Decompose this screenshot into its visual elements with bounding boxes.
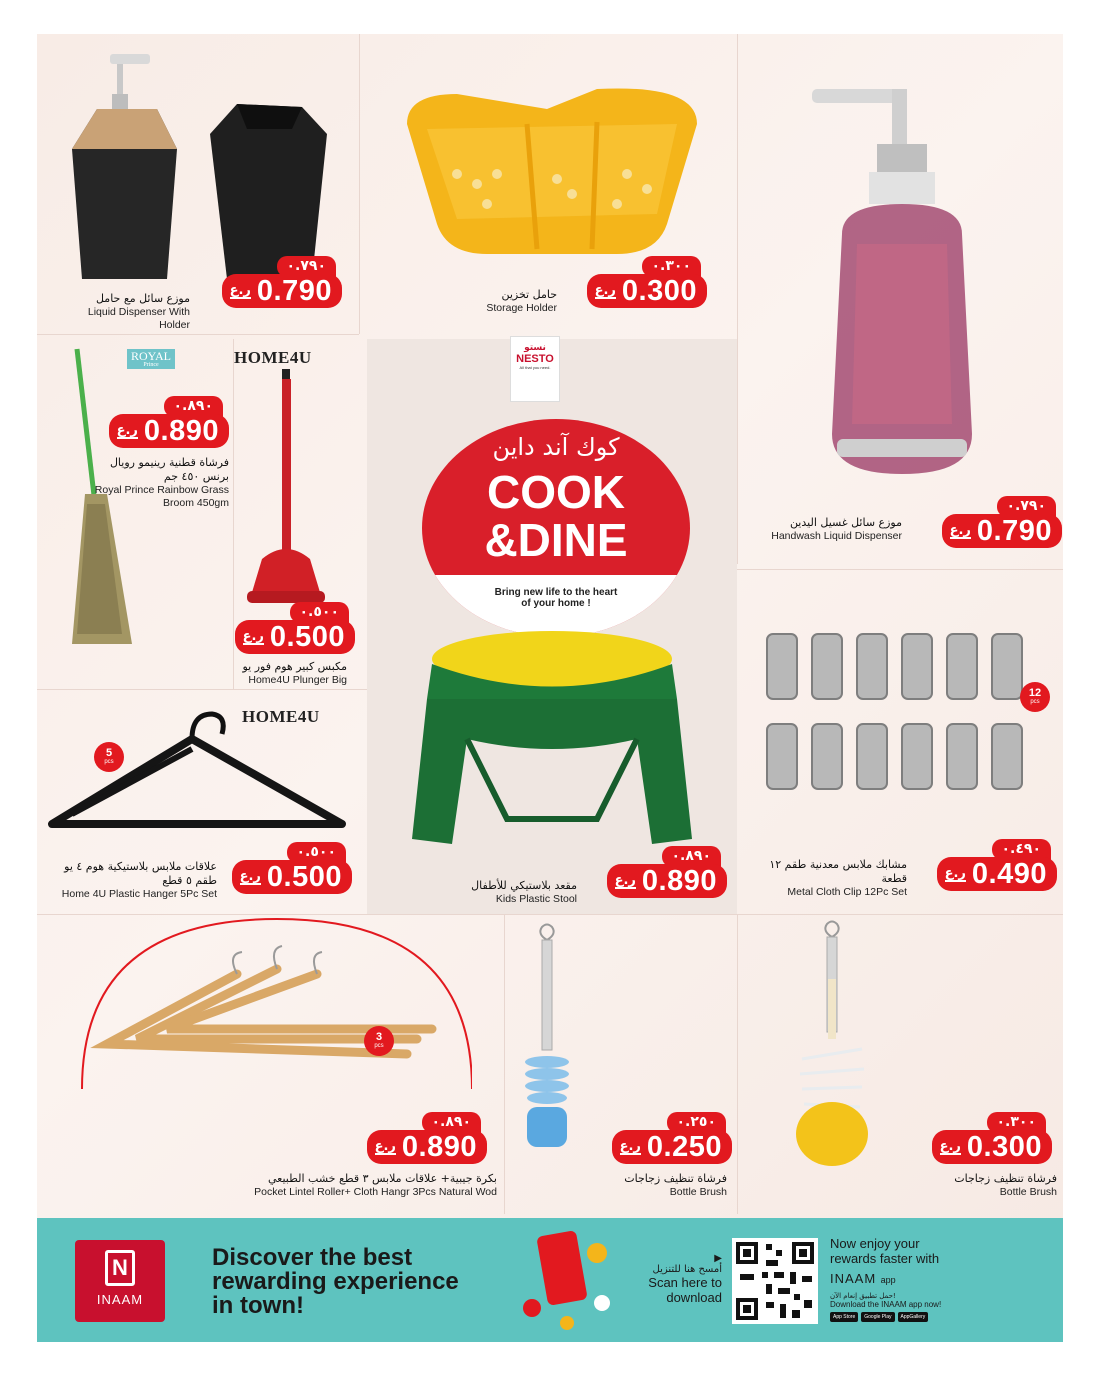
bottle-brush-image bbox=[522, 922, 572, 1177]
qr-code[interactable] bbox=[732, 1238, 818, 1324]
badge-count: 5 bbox=[105, 747, 113, 759]
divider bbox=[737, 914, 738, 1214]
app-name-row bbox=[830, 1270, 1000, 1288]
product-name-ar: حامل تخزين bbox=[501, 288, 557, 301]
store-badges bbox=[830, 1312, 1000, 1322]
storage-holder-image bbox=[397, 84, 707, 259]
currency: ر.ع bbox=[944, 865, 966, 881]
product-name-ar: فرشاة قطنية رينيمو رويال برنس ٤٥٠ جم bbox=[109, 456, 229, 483]
old-price: ٠.٤٩٠ bbox=[992, 839, 1052, 860]
handwash-dispenser-image bbox=[797, 84, 1007, 484]
product-name bbox=[432, 879, 577, 906]
product-name-ar: موزع سائل مع حامل bbox=[95, 292, 190, 305]
price-tag bbox=[582, 1112, 732, 1163]
product-name bbox=[907, 1172, 1057, 1199]
price-tag bbox=[577, 846, 727, 897]
inaam-footer bbox=[37, 1218, 1063, 1342]
download-en: Download the INAAM app now! bbox=[830, 1300, 942, 1309]
scan-en-1: Scan here to bbox=[648, 1275, 722, 1290]
price-value: 0.890 bbox=[143, 414, 219, 447]
product-name bbox=[437, 288, 557, 315]
app-name: INAAM bbox=[830, 1271, 877, 1286]
product-name-en: Home4U Plunger Big bbox=[248, 673, 347, 686]
currency: ر.ع bbox=[939, 1138, 961, 1154]
price-value: 0.300 bbox=[966, 1130, 1042, 1163]
product-name-en: Liquid Dispenser With Holder bbox=[87, 305, 190, 331]
plunger-image bbox=[242, 369, 332, 604]
price-value: 0.500 bbox=[269, 620, 345, 653]
currency: ر.ع bbox=[116, 422, 138, 438]
inaam-logo bbox=[75, 1240, 165, 1322]
product-name bbox=[197, 660, 347, 687]
price-pill bbox=[587, 274, 707, 308]
home4u-logo: HOME4U bbox=[242, 707, 320, 726]
nesto-logo bbox=[510, 336, 560, 402]
nesto-ar: نستو bbox=[524, 343, 546, 353]
badge-unit: pcs bbox=[374, 1043, 384, 1049]
product-name-en: Bottle Brush bbox=[999, 1185, 1057, 1198]
product-name-ar: مكبس كبير هوم فور يو bbox=[242, 660, 347, 673]
old-price: ٠.٨٩٠ bbox=[164, 396, 224, 417]
currency: ر.ع bbox=[949, 522, 971, 538]
price-tag bbox=[79, 396, 229, 447]
old-price: ٠.٣٠٠ bbox=[987, 1112, 1047, 1133]
headline-line-2: rewarding experience bbox=[212, 1268, 459, 1295]
liquid-dispenser-image bbox=[62, 49, 347, 279]
old-price: ٠.٧٩٠ bbox=[277, 256, 337, 277]
enjoy-line-2: rewards faster with bbox=[830, 1251, 940, 1266]
price-value: 0.300 bbox=[621, 274, 697, 307]
currency: ر.ع bbox=[242, 628, 264, 644]
currency: ر.ع bbox=[239, 868, 261, 884]
headline-line-3: in town! bbox=[212, 1292, 304, 1319]
currency: ر.ع bbox=[374, 1138, 396, 1154]
scan-ar: أمسح هنا للتنزيل bbox=[652, 1264, 722, 1275]
cook-dine-title-1: COOK bbox=[487, 466, 625, 518]
product-name-en: Home 4U Plastic Hanger 5Pc Set bbox=[61, 887, 217, 900]
price-tag bbox=[912, 496, 1062, 547]
divider bbox=[37, 689, 367, 690]
home4u-logo: HOME4U bbox=[234, 348, 312, 367]
currency: ر.ع bbox=[229, 282, 251, 298]
currency: ر.ع bbox=[619, 1138, 641, 1154]
badge-count: 3 bbox=[375, 1031, 383, 1043]
google-play-badge[interactable]: Google Play bbox=[861, 1312, 894, 1322]
old-price: ٠.٥٠٠ bbox=[290, 602, 350, 623]
price-pill bbox=[937, 857, 1057, 891]
product-name-en: Handwash Liquid Dispenser bbox=[771, 529, 902, 542]
scan-download bbox=[617, 1253, 722, 1305]
product-name bbox=[42, 860, 217, 901]
flyer-page bbox=[37, 34, 1063, 1342]
cook-dine-badge bbox=[422, 419, 690, 637]
pcs-badge bbox=[1020, 682, 1050, 712]
price-pill bbox=[235, 620, 355, 654]
product-name-ar: مشابك ملابس معدنية طقم ١٢ قطعة bbox=[769, 858, 907, 885]
price-value: 0.890 bbox=[641, 864, 717, 897]
price-pill bbox=[367, 1130, 487, 1164]
divider bbox=[737, 34, 738, 564]
cook-dine-subtitle-1: Bring new life to the heart bbox=[494, 587, 618, 598]
price-value: 0.500 bbox=[266, 860, 342, 893]
product-name-en: Storage Holder bbox=[486, 301, 557, 314]
product-name-en: Kids Plastic Stool bbox=[495, 892, 577, 905]
price-pill bbox=[607, 864, 727, 898]
price-pill bbox=[232, 860, 352, 894]
bottle-brush-image bbox=[792, 919, 872, 1184]
footer-headline bbox=[212, 1246, 459, 1318]
divider bbox=[504, 914, 505, 1214]
play-arrow-icon: ▶ bbox=[714, 1253, 722, 1264]
price-tag bbox=[337, 1112, 487, 1163]
price-value: 0.790 bbox=[976, 514, 1052, 547]
pcs-badge bbox=[364, 1026, 394, 1056]
inaam-logo-text: INAAM bbox=[96, 1292, 144, 1307]
badge-unit: pcs bbox=[1030, 699, 1040, 705]
product-name-ar: علاقات ملابس بلاستيكية هوم ٤ يو طقم ٥ قطع bbox=[64, 860, 217, 887]
price-pill bbox=[222, 274, 342, 308]
old-price: ٠.٣٠٠ bbox=[642, 256, 702, 277]
old-price: ٠.٧٩٠ bbox=[997, 496, 1057, 517]
cook-dine-title-ar: كوك آند داين bbox=[492, 433, 620, 461]
price-pill bbox=[612, 1130, 732, 1164]
price-tag bbox=[202, 842, 352, 893]
price-pill bbox=[932, 1130, 1052, 1164]
currency: ر.ع bbox=[594, 282, 616, 298]
old-price: ٠.٢٥٠ bbox=[667, 1112, 727, 1133]
app-gallery-badge[interactable]: AppGallery bbox=[898, 1312, 929, 1322]
price-value: 0.890 bbox=[401, 1130, 477, 1163]
product-name-ar: فرشاة تنظيف زجاجات bbox=[624, 1172, 727, 1185]
scan-en-2: download bbox=[666, 1290, 722, 1305]
cook-dine-title-2: &DINE bbox=[484, 514, 628, 566]
app-store-badge[interactable]: App Store bbox=[830, 1312, 858, 1322]
product-name bbox=[762, 858, 907, 899]
cook-dine-subtitle-2: of your home ! bbox=[521, 598, 591, 609]
app-suffix: app bbox=[880, 1275, 896, 1285]
price-pill bbox=[942, 514, 1062, 548]
nesto-tagline: All that you need. bbox=[519, 365, 551, 370]
phone-graphic bbox=[512, 1228, 622, 1338]
product-name-en: Metal Cloth Clip 12Pc Set bbox=[787, 885, 907, 898]
price-tag bbox=[902, 1112, 1052, 1163]
product-name bbox=[577, 1172, 727, 1199]
product-name bbox=[187, 1172, 497, 1199]
enjoy-line-1: Now enjoy your bbox=[830, 1236, 920, 1251]
product-name-ar: فرشاة تنظيف زجاجات bbox=[954, 1172, 1057, 1185]
badge-unit: pcs bbox=[104, 759, 114, 765]
product-name-en: Royal Prince Rainbow Grass Broom 450gm bbox=[94, 483, 229, 509]
product-name-ar: مقعد بلاستيكي للأطفال bbox=[471, 879, 577, 892]
old-price: ٠.٨٩٠ bbox=[422, 1112, 482, 1133]
kids-stool-image bbox=[407, 629, 697, 854]
nesto-name: NESTO bbox=[516, 353, 554, 365]
product-name bbox=[89, 456, 229, 510]
price-tag bbox=[205, 602, 355, 653]
headline-line-1: Discover the best bbox=[212, 1244, 413, 1271]
product-name-ar: بكرة جيبية+ علاقات ملابس ٣ قطع خشب الطبيعي bbox=[268, 1172, 497, 1185]
product-name-ar: موزع سائل غسيل اليدين bbox=[789, 516, 902, 529]
product-name bbox=[757, 516, 902, 543]
brand-sub: Prince bbox=[143, 362, 159, 368]
currency: ر.ع bbox=[614, 872, 636, 888]
product-name-en: Pocket Lintel Roller+ Cloth Hangr 3Pcs Natural Wod bbox=[254, 1185, 497, 1198]
price-tag bbox=[192, 256, 342, 307]
rewards-text bbox=[830, 1236, 1000, 1322]
divider bbox=[37, 334, 359, 335]
wood-hanger-image bbox=[77, 914, 472, 1089]
old-price: ٠.٥٠٠ bbox=[287, 842, 347, 863]
badge-count: 12 bbox=[1028, 687, 1042, 699]
plastic-hanger-image bbox=[42, 704, 352, 844]
cloth-clips-image bbox=[762, 629, 1037, 809]
divider bbox=[737, 569, 1063, 570]
inaam-logo-icon: N bbox=[105, 1250, 135, 1286]
old-price: ٠.٨٩٠ bbox=[662, 846, 722, 867]
product-name bbox=[57, 292, 190, 332]
download-ar: حمل تطبيق إنعام الآن! bbox=[830, 1292, 896, 1300]
price-value: 0.490 bbox=[971, 857, 1047, 890]
price-pill bbox=[109, 414, 229, 448]
brand-name: ROYAL bbox=[131, 349, 172, 363]
price-value: 0.790 bbox=[256, 274, 332, 307]
product-name-en: Bottle Brush bbox=[669, 1185, 727, 1198]
price-tag bbox=[557, 256, 707, 307]
price-value: 0.250 bbox=[646, 1130, 722, 1163]
divider bbox=[359, 34, 360, 334]
price-tag bbox=[907, 839, 1057, 890]
